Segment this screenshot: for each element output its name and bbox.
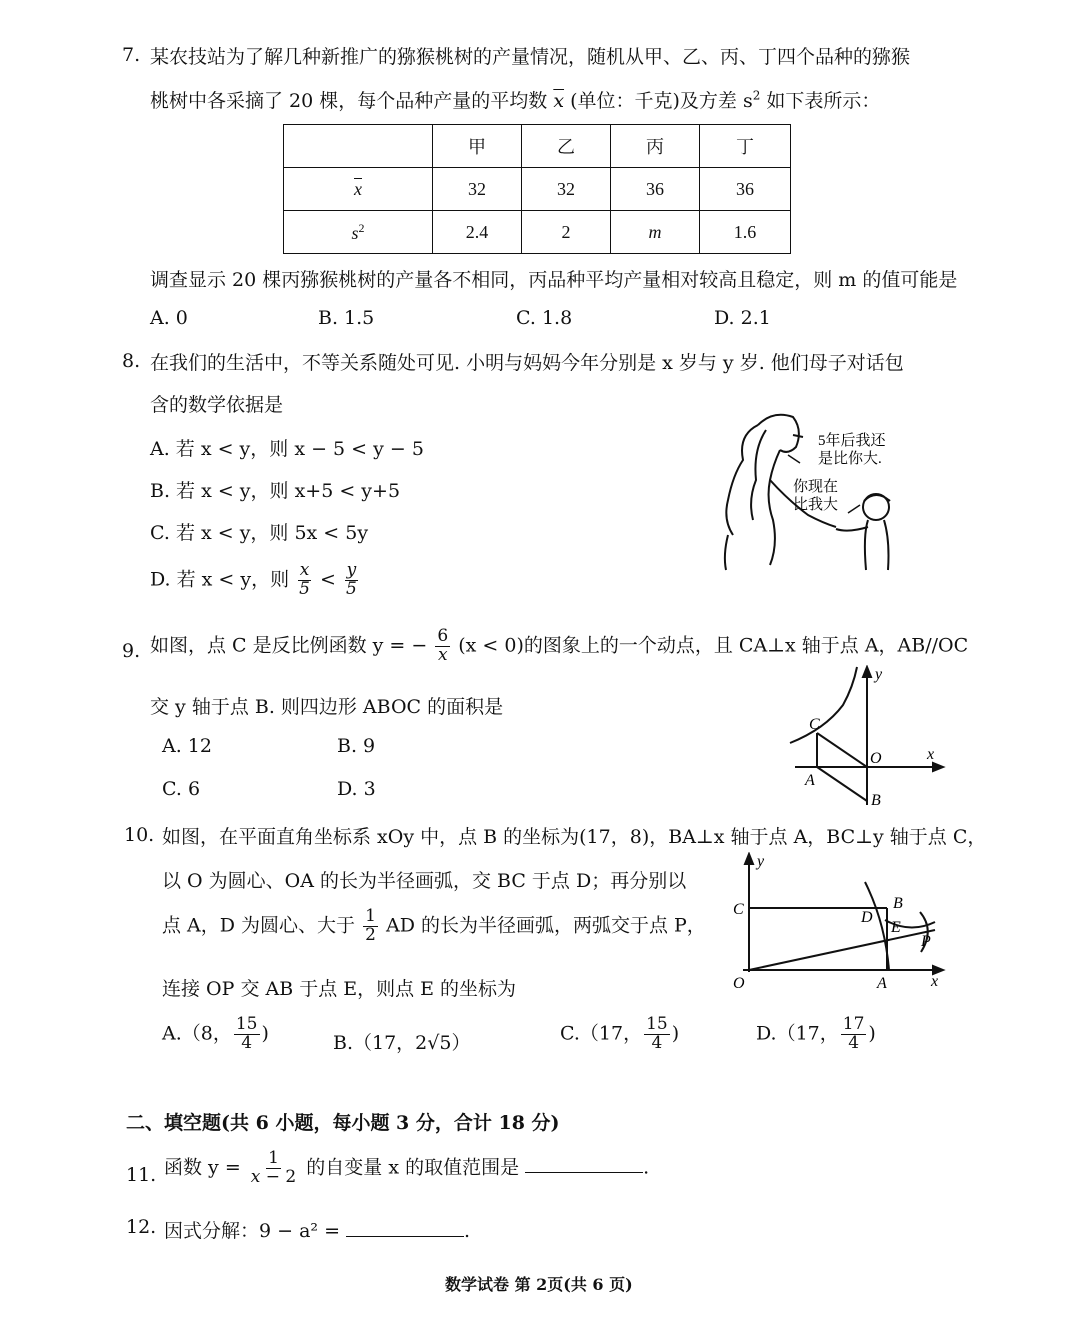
q11-prefix: 函数 y = (164, 1156, 241, 1179)
q7-data-table (283, 124, 791, 254)
q8-option-a: A. 若 x < y，则 x − 5 < y − 5 (150, 438, 424, 460)
label-B: B (871, 792, 881, 809)
label-O: O (870, 750, 882, 767)
q7-line1: 某农技站为了解几种新推广的猕猴桃树的产量情况，随机从甲、乙、丙、丁四个品种的猕猴 (150, 46, 911, 68)
q8-option-c: C. 若 x < y，则 5x < 5y (150, 522, 369, 544)
q9-number: 9. (122, 640, 141, 662)
q11-suffix: 的自变量 x 的取值范围是 (306, 1156, 520, 1179)
q8-line1: 在我们的生活中，不等关系随处可见. 小明与妈妈今年分别是 x 岁与 y 岁. 他们母子对话包 (150, 352, 904, 374)
q11-number: 11. (126, 1164, 157, 1186)
table-cell: 32 (522, 168, 611, 211)
table-header-row (284, 125, 791, 168)
q10-number: 10. (124, 824, 155, 846)
label-C: C (809, 716, 820, 733)
q7-option-d: D. 2.1 (714, 307, 771, 329)
q12-answer-blank[interactable] (346, 1235, 464, 1237)
section-2-title: 二、填空题(共 6 小题，每小题 3 分，合计 18 分) (126, 1112, 560, 1134)
q12-line: 因式分解：9 − a² = . (164, 1220, 471, 1242)
kid-speech-line2: 比我大 (793, 497, 839, 513)
mom-speech-line1: 5年后我还 (818, 433, 886, 449)
q10-option-a-prefix: A.（8， (162, 1022, 232, 1045)
table-cell: 1.6 (700, 211, 791, 254)
q9-line1 (150, 628, 968, 665)
q7-number: 7. (122, 44, 141, 66)
table-header-cell: 乙 (522, 125, 611, 168)
table-cell: m (611, 211, 700, 254)
q10-line3-part-a: 点 A，D 为圆心、大于 (162, 914, 356, 937)
q12-number: 12. (126, 1216, 157, 1238)
q9-option-c: C. 6 (162, 778, 201, 800)
table-corner-cell (284, 125, 433, 168)
q8-option-d: D. 若 x < y，则 $\frac{x}{5}$ < $\frac{y}{5}$ (150, 560, 357, 599)
q10-line1: 如图，在平面直角坐标系 xOy 中，点 B 的坐标为(17，8)，BA⊥x 轴于点 A，BC⊥y 轴于点 C， (162, 826, 987, 848)
q10-option-c-prefix: C.（17， (560, 1022, 643, 1045)
q10-option-d: D.（17， $\frac{17}{4}$ ) (756, 1014, 876, 1053)
label-x: x (927, 746, 935, 763)
label-x: x (931, 973, 939, 990)
label-y: y (757, 853, 765, 870)
q10-line3 (162, 908, 706, 945)
fraction-6-over-x: $\frac{6}{x}$ (437, 626, 449, 665)
fraction-1-over-2: $\frac{1}{2}$ (365, 906, 376, 945)
page-footer: 数学试卷 第 2页(共 6 页) (445, 1275, 633, 1294)
q10-line2: 以 O 为圆心、OA 的长为半径画弧，交 BC 于点 D；再分别以 (162, 870, 687, 892)
label-C: C (733, 901, 744, 918)
q9-line2: 交 y 轴于点 B. 则四边形 ABOC 的面积是 (150, 696, 504, 718)
q10-option-b: B.（17，2√5） (333, 1032, 471, 1054)
label-D: D (861, 909, 873, 926)
label-y: y (875, 666, 883, 683)
q7-line2-part-c: 如下表所示： (766, 90, 881, 112)
q10-line3-part-b: AD 的长为半径画弧，两弧交于点 P， (385, 914, 706, 937)
q9-line1-part-a: 如图，点 C 是反比例函数 y = − (150, 634, 428, 657)
q8-line2: 含的数学依据是 (150, 394, 284, 416)
label-A: A (877, 975, 887, 992)
q9-figure (785, 665, 950, 815)
q8-number: 8. (122, 350, 141, 372)
label-B: B (893, 895, 903, 912)
mom-speech-line2: 是比你大. (818, 451, 882, 467)
label-E: E (891, 919, 901, 936)
q11-line: 函数 y = $\frac{1}{x - 2}$ 的自变量 x 的取值范围是 . (164, 1148, 650, 1187)
table-cell: 36 (611, 168, 700, 211)
q10-option-d-prefix: D.（17， (756, 1022, 839, 1045)
q10-option-a: A.（8， $\frac{15}{4}$ ) (162, 1014, 269, 1053)
mother-son-illustration (718, 405, 928, 575)
fraction-1-over-x-minus-2: $\frac{1}{x - 2}$ (250, 1148, 297, 1187)
label-A: A (805, 772, 815, 789)
q7-line2-part-a: 桃树中各采摘了 20 棵，每个品种产量的平均数 (150, 90, 548, 112)
q7-option-b: B. 1.5 (318, 307, 375, 329)
q7-line2-part-b: (单位：千克)及方差 s (570, 90, 753, 112)
q7-option-a: A. 0 (150, 307, 188, 329)
table-row-label-variance: $s^2$ (284, 211, 433, 254)
q10-option-c: C.（17， $\frac{15}{4}$ ) (560, 1014, 680, 1053)
table-cell: 2.4 (433, 211, 522, 254)
q10-line4: 连接 OP 交 AB 于点 E，则点 E 的坐标为 (162, 978, 517, 1000)
table-cell: 36 (700, 168, 791, 211)
table-header-cell: 甲 (433, 125, 522, 168)
q7-mean-symbol: $\overline{x}$ (553, 90, 565, 112)
q12-text: 因式分解：9 − a² = (164, 1220, 340, 1242)
label-O: O (733, 975, 745, 992)
table-header-cell: 丙 (611, 125, 700, 168)
table-cell: 2 (522, 211, 611, 254)
q9-line1-part-b: (x < 0)的图象上的一个动点，且 CA⊥x 轴于点 A，AB//OC (458, 634, 969, 657)
table-row-mean (284, 168, 791, 211)
fraction-x-over-5: $\frac{x}{5}$ (299, 560, 310, 599)
table-row-variance (284, 211, 791, 254)
q9-option-d: D. 3 (337, 778, 376, 800)
q7-line2: 桃树中各采摘了 20 棵，每个品种产量的平均数 $\overline{x}$ (单位：千克)及方差 $s^2$ 如下表所示： (150, 88, 881, 112)
q7-question: 调查显示 20 棵丙猕猴桃树的产量各不相同，丙品种平均产量相对较高且稳定，则 m 的值可能是 (150, 269, 958, 291)
q8-option-d-prefix: D. 若 x < y，则 (150, 568, 290, 591)
q11-answer-blank[interactable] (525, 1171, 643, 1173)
q9-option-b: B. 9 (337, 735, 376, 757)
table-row-label-mean: $\overline{x}$ (284, 168, 433, 211)
label-P: P (921, 933, 931, 950)
q9-option-a: A. 12 (162, 735, 212, 757)
fraction-y-over-5: $\frac{y}{5}$ (346, 560, 357, 599)
table-header-cell: 丁 (700, 125, 791, 168)
kid-speech-line1: 你现在 (793, 479, 839, 495)
q7-option-c: C. 1.8 (516, 307, 573, 329)
q8-option-b: B. 若 x < y，则 x+5 < y+5 (150, 480, 401, 502)
q10-figure (725, 852, 950, 992)
table-cell: 32 (433, 168, 522, 211)
